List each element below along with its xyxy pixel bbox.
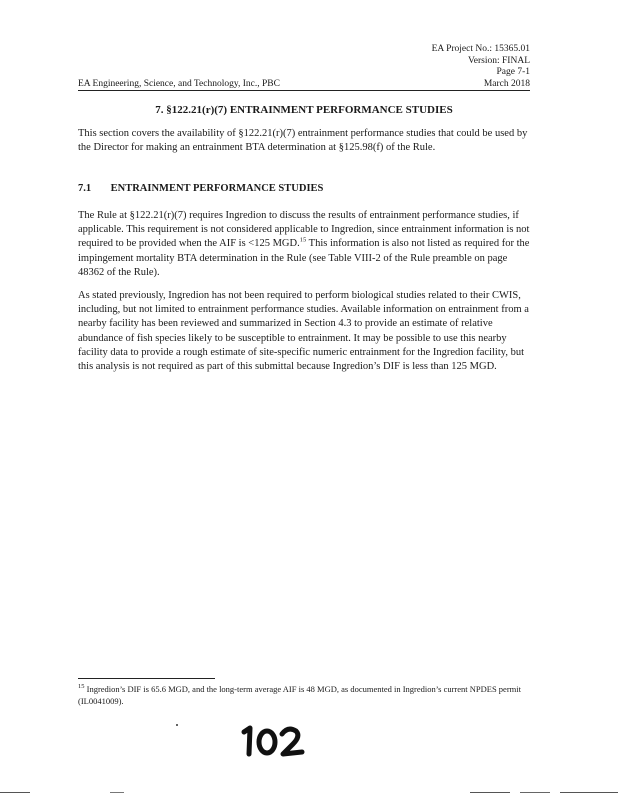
subsection-title: ENTRAINMENT PERFORMANCE STUDIES xyxy=(110,183,324,194)
footnote-reference: 15 xyxy=(299,236,307,244)
rule-requirement-text-b: This information is also not listed as required for the impingement mortality BTA determination in the Rule (see Table VIII-2 of the Rule preamble on page 48362 of the Rule). xyxy=(78,238,530,278)
scan-edge-artifacts xyxy=(0,790,618,796)
subsection-heading xyxy=(78,182,323,195)
company-name: EA Engineering, Science, and Technology, Inc., PBC xyxy=(78,79,280,89)
footnote-text: Ingredion’s DIF is 65.6 MGD, and the long-term average AIF is 48 MGD, as documented in Ingredion’s current NPDES permit (IL0041009). xyxy=(78,684,521,706)
biological-studies-paragraph: As stated previously, Ingredion has not been required to perform biological studies related to their CWIS, including, but not limited to entrainment performance studies. Available information on entrainment from a nearby facility has been reviewed and summarized in Section 4.3 to provide an estimate of relative abundance of fish species likely to be susceptible to entrainment. It may be possible to use this nearby facility data to provide a rough estimate of site-specific numeric entrainment for the Ingredion facility, but this analysis is not required as part of this submittal because Ingredion’s DIF is less than 125 MGD. xyxy=(78,290,529,373)
header-divider xyxy=(78,90,530,91)
subsection-number: 7.1 xyxy=(78,183,92,194)
rule-requirement-text-a: The Rule at §122.21(r)(7) requires Ingredion to discuss the results of entrainment performance studies, if applicable. This requirement is not considered applicable to Ingredion, since entrainment information is not required to be provided when the AIF is <125 MGD. xyxy=(78,210,530,250)
scan-speck xyxy=(176,724,178,726)
header-meta xyxy=(432,44,530,90)
footnote-divider xyxy=(78,678,215,679)
page-number: Page 7-1 xyxy=(496,67,530,77)
section-intro-paragraph: This section covers the availability of §122.21(r)(7) entrainment performance studies that could be used by the Director for making an entrainment BTA determination at §125.98(f) of the Rule. xyxy=(78,128,528,154)
footnote xyxy=(78,683,530,707)
handwritten-page-number xyxy=(238,722,308,758)
rule-requirement-paragraph xyxy=(78,209,530,280)
version-label: Version: FINAL xyxy=(467,55,530,66)
footnote-marker: 15 xyxy=(78,683,85,691)
document-date: March 2018 xyxy=(483,78,530,89)
project-number: EA Project No.: 15365.01 xyxy=(431,44,530,54)
section-title: 7. §122.21(r)(7) ENTRAINMENT PERFORMANCE STUDIES xyxy=(155,104,453,116)
